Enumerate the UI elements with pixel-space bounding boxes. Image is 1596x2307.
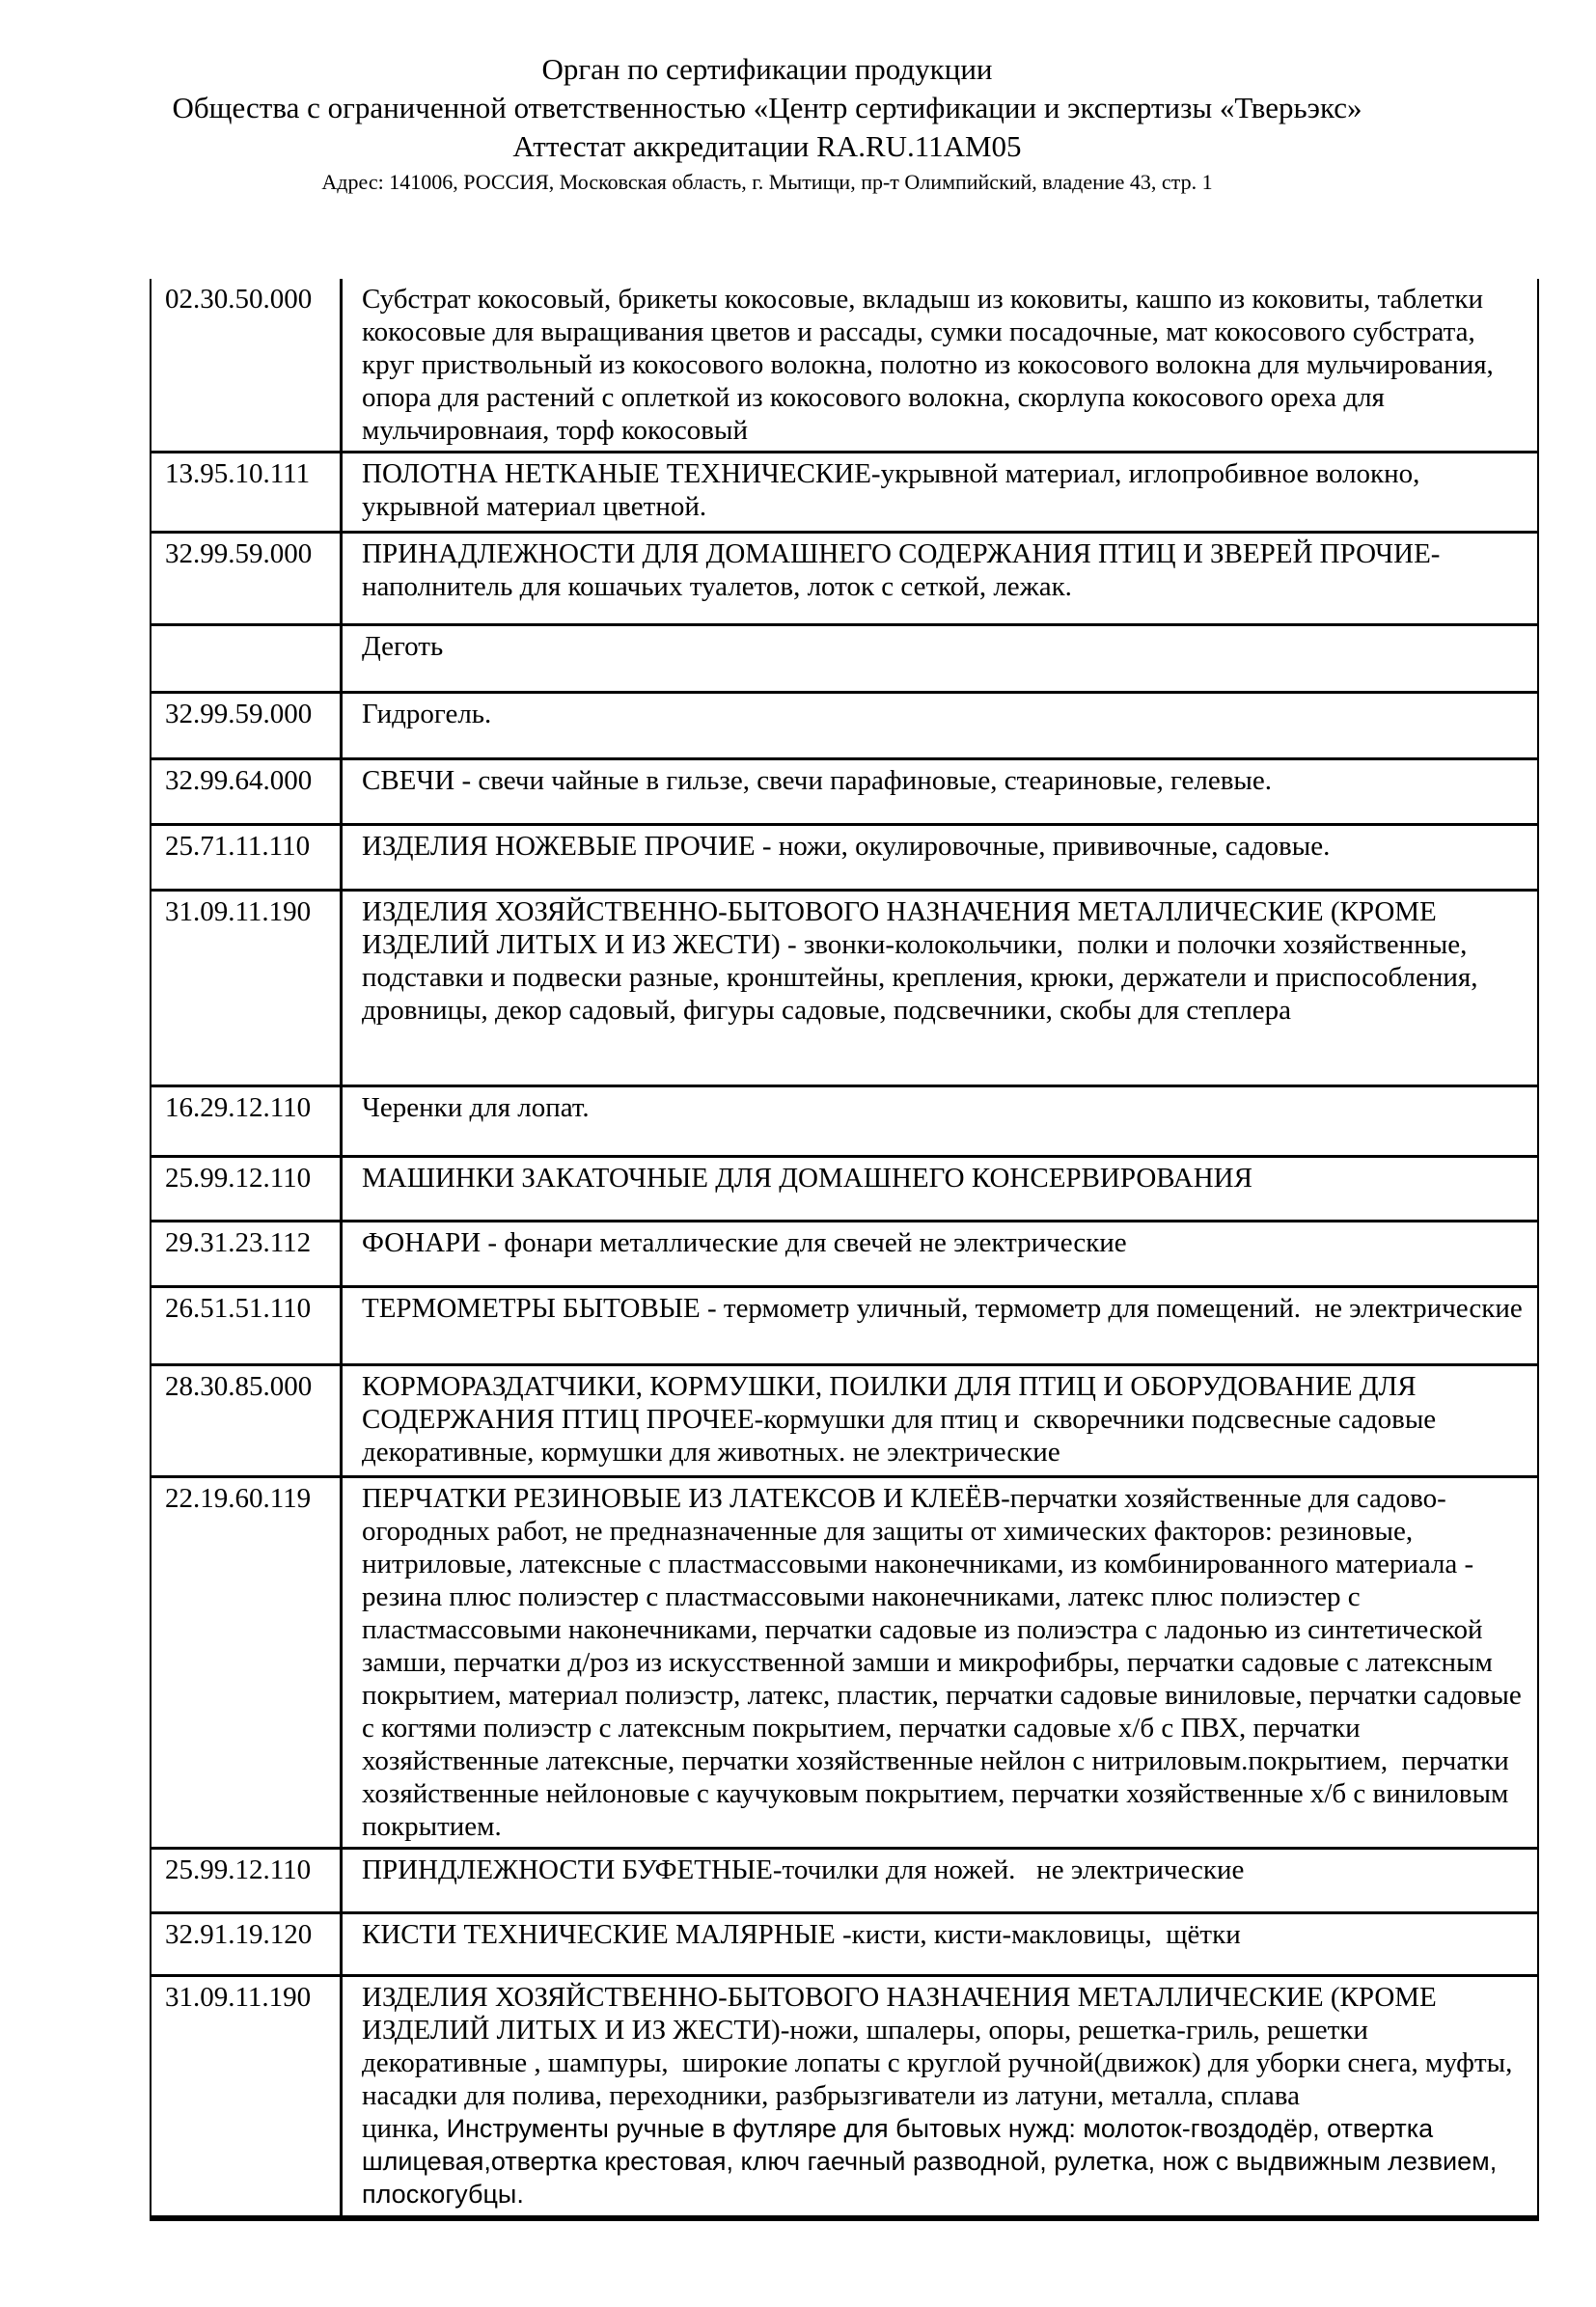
table-row bbox=[150, 1850, 1539, 1914]
row-description-cell bbox=[343, 453, 1539, 531]
row-code-cell bbox=[150, 453, 343, 531]
document-header bbox=[43, 50, 1491, 197]
row-description-cell bbox=[343, 1366, 1539, 1475]
row-description-text: МАШИНКИ ЗАКАТОЧНЫЕ ДЛЯ ДОМАШНЕГО КОНСЕРВИРОВАНИЯ bbox=[362, 1163, 1252, 1194]
row-code-cell bbox=[150, 1158, 343, 1220]
table-row bbox=[150, 1366, 1539, 1478]
row-code: 29.31.23.112 bbox=[165, 1227, 312, 1258]
row-description-text: ТЕРМОМЕТРЫ БЫТОВЫЕ - термометр уличный, термометр для помещений. не электрические bbox=[362, 1293, 1523, 1324]
row-description-cell bbox=[343, 1478, 1539, 1847]
row-description-cell bbox=[343, 534, 1539, 623]
row-description-cell bbox=[343, 1087, 1539, 1155]
row-code-cell bbox=[150, 279, 343, 451]
row-description-text: ИЗДЕЛИЯ ХОЗЯЙСТВЕННО-БЫТОВОГО НАЗНАЧЕНИЯ МЕТАЛЛИЧЕСКИЕ (КРОМЕ ИЗДЕЛИЙ ЛИТЫХ И ИЗ ЖЕСТИ) - звонки-колокольчики, полки и полочки хозяйственные, подставки и подвески разные, кронштейны, крепления, крюки, держатели и приспособления, дровницы, декор садовый, фигуры садовые, подсвечники, скобы для степлера bbox=[362, 896, 1485, 1026]
row-code-cell bbox=[150, 1977, 343, 2215]
row-code: 32.91.19.120 bbox=[165, 1919, 313, 1950]
table-row bbox=[150, 892, 1539, 1087]
row-code-cell bbox=[150, 534, 343, 623]
row-code: 22.19.60.119 bbox=[165, 1483, 312, 1514]
row-code: 26.51.51.110 bbox=[165, 1293, 312, 1324]
row-code-cell bbox=[150, 826, 343, 889]
row-code: 16.29.12.110 bbox=[165, 1092, 312, 1123]
row-description-cell bbox=[343, 1158, 1539, 1220]
row-code-cell bbox=[150, 1087, 343, 1155]
certification-body-title: Орган по сертификации продукции bbox=[541, 52, 993, 86]
table-row bbox=[150, 534, 1539, 626]
row-description-cell bbox=[343, 626, 1539, 691]
row-description-cell bbox=[343, 1914, 1539, 1974]
table-row bbox=[150, 626, 1539, 694]
row-description-text: ПРИНДЛЕЖНОСТИ БУФЕТНЫЕ-точилки для ножей. не электрические bbox=[362, 1854, 1245, 1885]
row-description-text: ПОЛОТНА НЕТКАНЫЕ ТЕХНИЧЕСКИЕ-укрывной материал, иглопробивное волокно, укрывной материал цветной. bbox=[362, 458, 1420, 522]
row-description-text: Черенки для лопат. bbox=[362, 1092, 590, 1123]
row-code-cell bbox=[150, 694, 343, 757]
address-line: Адрес: 141006, РОССИЯ, Московская область, г. Мытищи, пр-т Олимпийский, владение 43, стр. 1 bbox=[321, 170, 1213, 194]
row-description-cell bbox=[343, 826, 1539, 889]
table-row bbox=[150, 1478, 1539, 1850]
row-description-cell bbox=[343, 1977, 1539, 2215]
row-code: 32.99.59.000 bbox=[165, 699, 313, 729]
row-description-text: ФОНАРИ - фонари металлические для свечей не электрические bbox=[362, 1227, 1127, 1258]
row-description-cell bbox=[343, 760, 1539, 823]
row-description-text: СВЕЧИ - свечи чайные в гильзе, свечи парафиновые, стеариновые, гелевые. bbox=[362, 765, 1273, 796]
row-code-cell bbox=[150, 1222, 343, 1285]
row-code-cell bbox=[150, 1366, 343, 1475]
table-row bbox=[150, 826, 1539, 892]
table-row bbox=[150, 1158, 1539, 1222]
table-row bbox=[150, 1977, 1539, 2221]
row-description-cell bbox=[343, 1288, 1539, 1363]
row-description-cell bbox=[343, 1850, 1539, 1911]
table-row bbox=[150, 453, 1539, 534]
row-code: 25.99.12.110 bbox=[165, 1854, 312, 1885]
row-description-cell bbox=[343, 1222, 1539, 1285]
row-code-cell bbox=[150, 1478, 343, 1847]
row-description-text: ИЗДЕЛИЯ ХОЗЯЙСТВЕННО-БЫТОВОГО НАЗНАЧЕНИЯ МЕТАЛЛИЧЕСКИЕ (КРОМЕ ИЗДЕЛИЙ ЛИТЫХ И ИЗ ЖЕСТИ)-ножи, шпалеры, опоры, решетка-гриль, решетки декоративные , шампуры, широкие лопаты с круглой ручной(движок) для уборки снега, муфты, насадки для полива, переходники, разбрызгиватели из латуни, металла, сплава цинка, bbox=[362, 1982, 1513, 2144]
row-description-text: Деготь bbox=[362, 631, 444, 662]
accreditation-certificate: Аттестат аккредитации RA.RU.11АМ05 bbox=[512, 129, 1022, 163]
row-code-cell bbox=[150, 760, 343, 823]
row-description-text: КИСТИ ТЕХНИЧЕСКИЕ МАЛЯРНЫЕ -кисти, кисти-макловицы, щётки bbox=[362, 1919, 1241, 1950]
row-code: 02.30.50.000 bbox=[165, 284, 313, 315]
table-row bbox=[150, 279, 1539, 453]
row-code-cell bbox=[150, 1914, 343, 1974]
row-code: 31.09.11.190 bbox=[165, 896, 312, 927]
document-page bbox=[0, 50, 1596, 2307]
row-description-text: ПЕРЧАТКИ РЕЗИНОВЫЕ ИЗ ЛАТЕКСОВ И КЛЕЁВ-перчатки хозяйственные для садово-огородных работ, не предназначенные для защиты от химических факторов: резиновые, нитриловые, латексные с пластмассовыми наконечниками, из комбинированного материала - резина плюс полиэстер с пластмассовыми наконечниками, латекс плюс полиэстер с пластмассовыми наконечниками, перчатки садовые из полиэстра с ладонью из синтетической замши, перчатки д/роз из искусственной замши и микрофибры, перчатки садовые с латексным покрытием, материал полиэстр, латекс, пластик, перчатки садовые виниловые, перчатки садовые с когтями полиэстр с латексным покрытием, перчатки садовые х/б с ПВХ, перчатки хозяйственные латексные, перчатки хозяйственные нейлон с нитриловым.покрытием, перчатки хозяйственные нейлоновые с каучуковым покрытием, перчатки хозяйственные х/б с виниловым покрытием. bbox=[362, 1483, 1522, 1842]
row-description-cell bbox=[343, 892, 1539, 1085]
row-description-text: ИЗДЕЛИЯ НОЖЕВЫЕ ПРОЧИЕ - ножи, окулировочные, прививочные, садовые. bbox=[362, 831, 1331, 862]
table-row bbox=[150, 694, 1539, 760]
row-code: 32.99.59.000 bbox=[165, 538, 313, 569]
row-code-cell bbox=[150, 626, 343, 691]
row-description-text: Субстрат кокосовый, брикеты кокосовые, вкладыш из коковиты, кашпо из коковиты, таблетки кокосовые для выращивания цветов и рассады, сумки посадочные, мат кокосового субстрата, круг приствольный из кокосового волокна, полотно из кокосового волокна для мульчирования, опора для растений с оплеткой из кокосового волокна, скорлупа кокосового ореха для мульчировнаия, торф кокосовый bbox=[362, 284, 1494, 446]
table-row bbox=[150, 760, 1539, 826]
table-row bbox=[150, 1914, 1539, 1977]
organization-name: Общества с ограниченной ответственностью «Центр сертификации и экспертизы «Тверьэкс» bbox=[172, 91, 1362, 124]
row-code: 32.99.64.000 bbox=[165, 765, 313, 796]
row-code: 25.71.11.110 bbox=[165, 831, 311, 862]
row-description-text: ПРИНАДЛЕЖНОСТИ ДЛЯ ДОМАШНЕГО СОДЕРЖАНИЯ ПТИЦ И ЗВЕРЕЙ ПРОЧИЕ-наполнитель для кошачьих туалетов, лоток с сеткой, лежак. bbox=[362, 538, 1441, 602]
row-code: 13.95.10.111 bbox=[165, 458, 311, 489]
row-code: 28.30.85.000 bbox=[165, 1371, 313, 1402]
row-description-text: Гидрогель. bbox=[362, 699, 492, 729]
row-code: 25.99.12.110 bbox=[165, 1163, 312, 1194]
row-code-cell bbox=[150, 1288, 343, 1363]
row-code-cell bbox=[150, 1850, 343, 1911]
row-code-cell bbox=[150, 892, 343, 1085]
table-row bbox=[150, 1288, 1539, 1366]
row-description-text: КОРМОРАЗДАТЧИКИ, КОРМУШКИ, ПОИЛКИ ДЛЯ ПТИЦ И ОБОРУДОВАНИЕ ДЛЯ СОДЕРЖАНИЯ ПТИЦ ПРОЧЕЕ-кормушки для птиц и скворечники подсвесные садовые декоративные, кормушки для животных. не электрические bbox=[362, 1371, 1437, 1468]
product-code-table bbox=[150, 279, 1539, 2221]
table-row bbox=[150, 1087, 1539, 1158]
table-row bbox=[150, 1222, 1539, 1288]
row-code: 31.09.11.190 bbox=[165, 1982, 312, 2013]
row-description-text-sans: Инструменты ручные в футляре для бытовых нужд: молоток-гвоздодёр, отвертка шлицевая,отвертка крестовая, ключ гаечный разводной, рулетка, нож с выдвижным лезвием, плоскогубцы. bbox=[362, 2114, 1498, 2209]
row-description-cell bbox=[343, 694, 1539, 757]
row-description-cell bbox=[343, 279, 1539, 451]
